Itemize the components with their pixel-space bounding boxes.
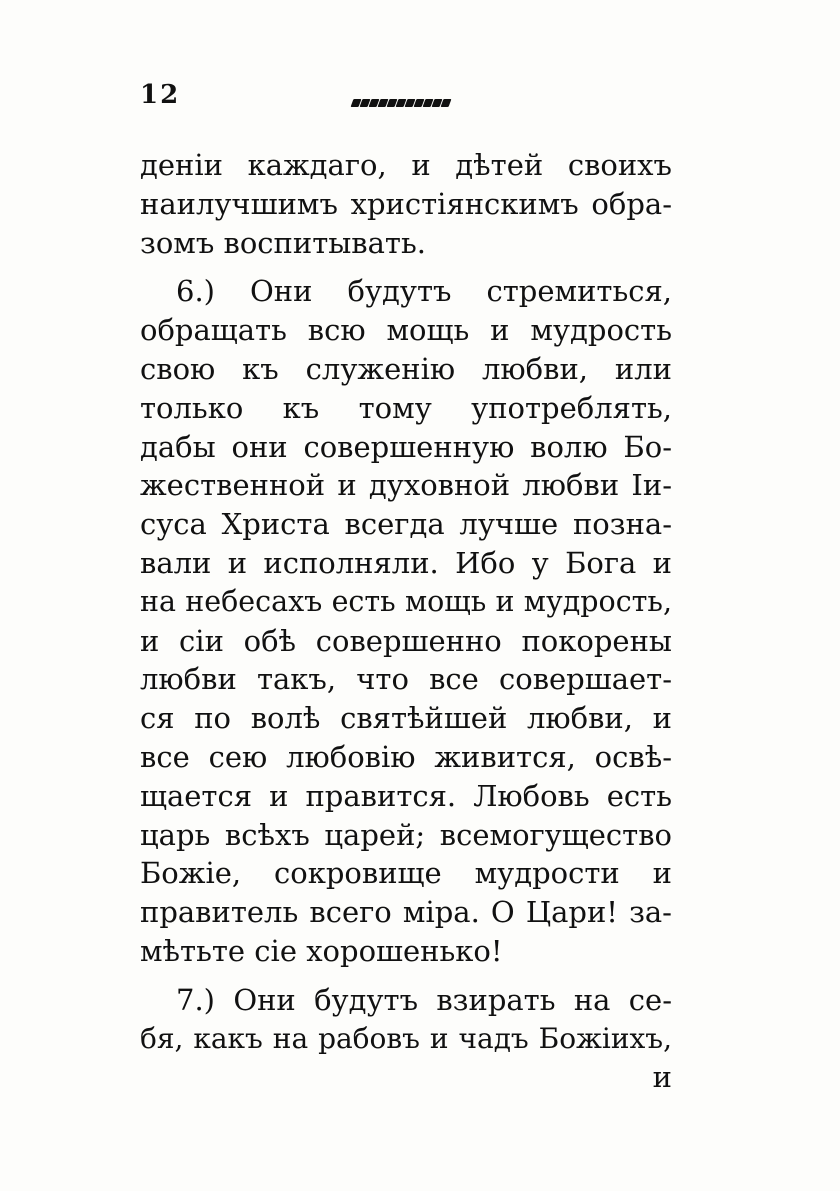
text-line: только къ тому употреблять, — [140, 390, 672, 425]
text-line: деніи каждаго, и дѣтей своихъ — [140, 148, 672, 182]
text-line: и сіи обѣ совершенно покорены — [140, 623, 672, 658]
text-line: царь всѣхъ царей; всемогущество — [140, 817, 672, 852]
text-line: дабы они совершенную волю Бо- — [140, 429, 672, 464]
text-line: зомъ воспитывать. — [140, 225, 426, 260]
text-line: жественной и духовной любви Іи- — [140, 468, 672, 503]
text-line: наилучшимъ христіянскимъ обра- — [140, 186, 672, 221]
text-line: Божіе, сокровище мудрости и — [140, 856, 672, 891]
text-line: на небесахъ есть мощь и мудрость, — [140, 584, 672, 618]
header-ornament — [352, 92, 460, 102]
text-line: ся по волѣ святѣйшей любви, и — [140, 701, 672, 736]
catchword: и — [652, 1060, 672, 1095]
text-line: щается и правится. Любовь есть — [140, 778, 672, 813]
text-line: вали и исполняли. Ибо у Бога и — [140, 545, 672, 580]
text-line: обращать всю мощь и мудрость — [140, 313, 672, 348]
text-line: свою къ служенію любви, или — [140, 351, 672, 386]
text-line: правитель всего міра. О Цари! за- — [140, 895, 672, 930]
text-line: суса Христа всегда лучше позна- — [140, 507, 672, 542]
text-line: мѣтьте сіе хорошенько! — [140, 933, 503, 968]
body-text — [140, 146, 672, 1097]
paragraph-start-line: 6.) Они будутъ стремиться, — [176, 274, 672, 309]
text-line: все сею любовію живится, освѣ- — [140, 739, 672, 774]
paragraph-start-line: 7.) Они будутъ взирать на се- — [176, 982, 672, 1017]
text-line: бя, какъ на рабовъ и чадъ Божіихъ, — [140, 1021, 672, 1055]
page-number: 12 — [140, 80, 181, 110]
text-line: любви такъ, что все совершает- — [140, 662, 672, 697]
